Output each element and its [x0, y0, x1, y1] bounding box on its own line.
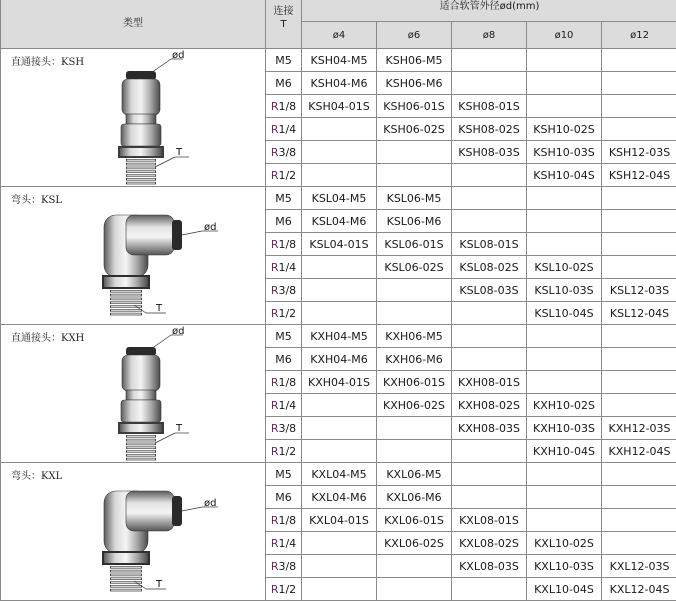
part-number-cell [602, 371, 676, 394]
size-header-1: ø6 [377, 22, 452, 49]
thread-size: 3/8 [278, 560, 296, 573]
elbow-fitting-image [1, 187, 266, 325]
connection-thread-cell [266, 532, 302, 555]
connection-thread-cell: M6 [266, 348, 302, 371]
part-number-cell: KXL06-02S [377, 532, 452, 555]
part-number-cell [527, 187, 602, 210]
part-number-cell: KXH04-M6 [302, 348, 377, 371]
thread-prefix: R [271, 376, 279, 389]
part-number-cell [302, 141, 377, 164]
part-number-cell [302, 164, 377, 187]
part-number-cell [602, 532, 676, 555]
part-number-cell [377, 578, 452, 601]
part-number-cell: KXH04-M5 [302, 325, 377, 348]
part-number-cell: KSH06-01S [377, 95, 452, 118]
thread-size: 1/8 [278, 376, 296, 389]
thread-size: 1/8 [278, 514, 296, 527]
part-number-cell: KXL08-02S [452, 532, 527, 555]
part-number-cell: KSL04-M6 [302, 210, 377, 233]
part-number-cell [527, 49, 602, 72]
part-number-cell [452, 578, 527, 601]
od-callout-label: ød [204, 498, 216, 509]
connection-thread-cell [266, 141, 302, 164]
part-number-cell: KSL10-02S [527, 256, 602, 279]
part-number-cell: KXL12-03S [602, 555, 676, 578]
part-number-cell: KXH08-02S [452, 394, 527, 417]
thread-size: 3/8 [278, 146, 296, 159]
part-number-cell: KSL08-02S [452, 256, 527, 279]
part-number-cell: KSH08-03S [452, 141, 527, 164]
part-number-cell: KXH04-01S [302, 371, 377, 394]
connection-thread-cell [266, 509, 302, 532]
part-number-cell [377, 417, 452, 440]
part-number-cell: KXH06-01S [377, 371, 452, 394]
thread-prefix: R [271, 422, 279, 435]
part-number-cell [452, 348, 527, 371]
t-callout-label: T [155, 579, 163, 590]
part-number-cell [377, 141, 452, 164]
size-header-4: ø12 [602, 22, 676, 49]
fitting-type-cell [1, 187, 266, 325]
connection-thread-cell [266, 555, 302, 578]
connection-column-header: 连接 T [266, 0, 302, 49]
thread-size: 1/2 [278, 307, 296, 320]
part-number-cell [527, 348, 602, 371]
part-number-cell: KXH10-02S [527, 394, 602, 417]
part-number-cell [302, 394, 377, 417]
part-number-cell: KXL06-M5 [377, 463, 452, 486]
thread-prefix: R [271, 169, 279, 182]
straight-fitting-image [1, 325, 266, 463]
part-number-cell [302, 555, 377, 578]
part-number-cell: KSH08-02S [452, 118, 527, 141]
thread-size: 1/4 [278, 123, 296, 136]
connection-thread-cell: M6 [266, 486, 302, 509]
fitting-type-cell [1, 325, 266, 463]
fitting-type-label: 直通接头：KSH [11, 53, 84, 68]
od-callout-label: ød [204, 222, 216, 233]
part-number-cell: KXH06-M6 [377, 348, 452, 371]
part-number-cell: KSH04-01S [302, 95, 377, 118]
part-number-cell [452, 49, 527, 72]
connection-thread-cell [266, 95, 302, 118]
connection-thread-cell [266, 417, 302, 440]
part-number-cell: KSL04-01S [302, 233, 377, 256]
thread-prefix: R [271, 583, 279, 596]
part-number-cell [377, 302, 452, 325]
part-number-cell: KSH06-02S [377, 118, 452, 141]
elbow-fitting-image [1, 463, 266, 601]
thread-prefix: R [271, 560, 279, 573]
part-number-cell [452, 302, 527, 325]
od-callout-label: ød [172, 326, 184, 337]
part-number-cell [452, 164, 527, 187]
thread-size: 1/4 [278, 537, 296, 550]
part-number-cell [377, 440, 452, 463]
part-number-cell: KXL04-01S [302, 509, 377, 532]
part-number-cell: KSH04-M6 [302, 72, 377, 95]
connection-thread-cell: M5 [266, 49, 302, 72]
part-number-cell: KXH06-02S [377, 394, 452, 417]
connection-thread-cell [266, 164, 302, 187]
part-number-cell: KXL08-01S [452, 509, 527, 532]
part-number-cell [602, 72, 676, 95]
part-number-cell [602, 394, 676, 417]
part-number-cell: KXL10-04S [527, 578, 602, 601]
part-number-cell [527, 233, 602, 256]
part-number-cell [602, 187, 676, 210]
thread-prefix: R [271, 307, 279, 320]
thread-prefix: R [271, 238, 279, 251]
table-row [1, 187, 676, 210]
part-number-cell: KXL10-02S [527, 532, 602, 555]
connection-thread-cell [266, 118, 302, 141]
part-number-cell [452, 72, 527, 95]
part-number-cell [302, 302, 377, 325]
part-number-cell [527, 486, 602, 509]
part-number-cell [377, 279, 452, 302]
part-number-cell: KSH12-04S [602, 164, 676, 187]
straight-fitting-image [1, 49, 266, 187]
part-number-cell: KSH06-M5 [377, 49, 452, 72]
thread-size: 1/4 [278, 399, 296, 412]
part-number-cell [527, 371, 602, 394]
connection-thread-cell [266, 279, 302, 302]
thread-size: 1/8 [278, 238, 296, 251]
thread-prefix: R [271, 284, 279, 297]
fitting-type-cell [1, 463, 266, 601]
thread-size: 3/8 [278, 284, 296, 297]
part-number-cell: KXH12-04S [602, 440, 676, 463]
connection-thread-cell: M5 [266, 325, 302, 348]
fitting-type-label: 弯头：KSL [11, 191, 62, 206]
part-number-cell: KSH04-M5 [302, 49, 377, 72]
part-number-cell: KSH08-01S [452, 95, 527, 118]
part-number-cell [527, 325, 602, 348]
part-number-cell: KSL10-04S [527, 302, 602, 325]
t-callout-label: T [175, 147, 183, 158]
part-number-cell [602, 233, 676, 256]
part-number-cell: KSL06-02S [377, 256, 452, 279]
part-number-cell [302, 417, 377, 440]
part-number-cell [527, 210, 602, 233]
part-number-cell: KSH12-03S [602, 141, 676, 164]
connection-thread-cell: M5 [266, 463, 302, 486]
size-header-3: ø10 [527, 22, 602, 49]
part-number-cell: KXL10-03S [527, 555, 602, 578]
thread-size: 1/2 [278, 583, 296, 596]
connection-thread-cell [266, 394, 302, 417]
part-number-cell [302, 578, 377, 601]
part-number-cell: KXH08-03S [452, 417, 527, 440]
connection-thread-cell: M5 [266, 187, 302, 210]
part-number-cell: KXL06-M6 [377, 486, 452, 509]
table-row [1, 463, 676, 486]
part-number-cell [452, 325, 527, 348]
part-number-cell [602, 256, 676, 279]
part-number-cell [527, 509, 602, 532]
part-number-cell: KSL06-01S [377, 233, 452, 256]
thread-prefix: R [271, 146, 279, 159]
type-column-header: 类型 [1, 0, 266, 49]
part-number-cell [377, 555, 452, 578]
part-number-cell [602, 49, 676, 72]
thread-prefix: R [271, 100, 279, 113]
part-number-cell: KSH06-M6 [377, 72, 452, 95]
connection-thread-cell [266, 440, 302, 463]
size-header-0: ø4 [302, 22, 377, 49]
part-number-cell: KSH10-02S [527, 118, 602, 141]
fitting-type-label: 直通接头：KXH [11, 329, 84, 344]
tube-od-header: 适合软管外径ød(mm) [302, 0, 676, 22]
thread-size: 1/4 [278, 261, 296, 274]
part-number-cell [452, 486, 527, 509]
part-number-cell [602, 486, 676, 509]
table-row [1, 49, 676, 72]
part-number-cell [602, 325, 676, 348]
part-number-cell [527, 463, 602, 486]
part-number-cell [602, 463, 676, 486]
part-number-cell [302, 256, 377, 279]
part-number-cell [302, 440, 377, 463]
thread-prefix: R [271, 123, 279, 136]
connection-thread-cell: M6 [266, 72, 302, 95]
connection-thread-cell [266, 578, 302, 601]
part-number-cell: KSL08-01S [452, 233, 527, 256]
part-number-cell [452, 210, 527, 233]
part-number-cell [452, 187, 527, 210]
part-number-cell: KXH08-01S [452, 371, 527, 394]
thread-prefix: R [271, 514, 279, 527]
part-number-cell [377, 164, 452, 187]
thread-size: 3/8 [278, 422, 296, 435]
part-number-cell [602, 95, 676, 118]
thread-prefix: R [271, 445, 279, 458]
part-number-cell: KXH10-04S [527, 440, 602, 463]
connection-thread-cell [266, 302, 302, 325]
part-number-cell [602, 348, 676, 371]
part-number-cell: KSH10-03S [527, 141, 602, 164]
thread-size: 1/2 [278, 445, 296, 458]
part-number-cell [302, 118, 377, 141]
part-number-cell: KXL12-04S [602, 578, 676, 601]
connection-thread-cell [266, 371, 302, 394]
thread-prefix: R [271, 399, 279, 412]
fitting-type-label: 弯头：KXL [11, 467, 62, 482]
fitting-type-cell [1, 49, 266, 187]
thread-size: 1/8 [278, 100, 296, 113]
part-number-cell [452, 440, 527, 463]
part-number-cell: KXL06-01S [377, 509, 452, 532]
part-number-cell [527, 95, 602, 118]
od-callout-label: ød [172, 50, 184, 61]
t-callout-label: T [175, 423, 183, 434]
part-number-cell [602, 210, 676, 233]
thread-prefix: R [271, 537, 279, 550]
part-number-cell: KXL04-M6 [302, 486, 377, 509]
part-number-cell: KXH12-03S [602, 417, 676, 440]
t-callout-label: T [155, 303, 163, 314]
part-number-cell: KXH10-03S [527, 417, 602, 440]
part-number-cell: KSL12-03S [602, 279, 676, 302]
part-number-cell [452, 463, 527, 486]
part-number-cell: KSL10-03S [527, 279, 602, 302]
part-number-cell [302, 279, 377, 302]
part-number-cell: KXL08-03S [452, 555, 527, 578]
part-number-cell: KSL06-M5 [377, 187, 452, 210]
part-number-cell [302, 532, 377, 555]
part-number-cell: KSH10-04S [527, 164, 602, 187]
connection-thread-cell: M6 [266, 210, 302, 233]
part-number-cell: KSL08-03S [452, 279, 527, 302]
part-number-cell [602, 509, 676, 532]
part-number-cell: KXL04-M5 [302, 463, 377, 486]
thread-size: 1/2 [278, 169, 296, 182]
part-number-cell: KSL04-M5 [302, 187, 377, 210]
part-number-cell [602, 118, 676, 141]
part-number-cell: KSL12-04S [602, 302, 676, 325]
part-number-cell: KXH06-M5 [377, 325, 452, 348]
table-row [1, 325, 676, 348]
connection-thread-cell [266, 256, 302, 279]
thread-prefix: R [271, 261, 279, 274]
connection-thread-cell [266, 233, 302, 256]
size-header-2: ø8 [452, 22, 527, 49]
part-number-cell [527, 72, 602, 95]
part-number-cell: KSL06-M6 [377, 210, 452, 233]
